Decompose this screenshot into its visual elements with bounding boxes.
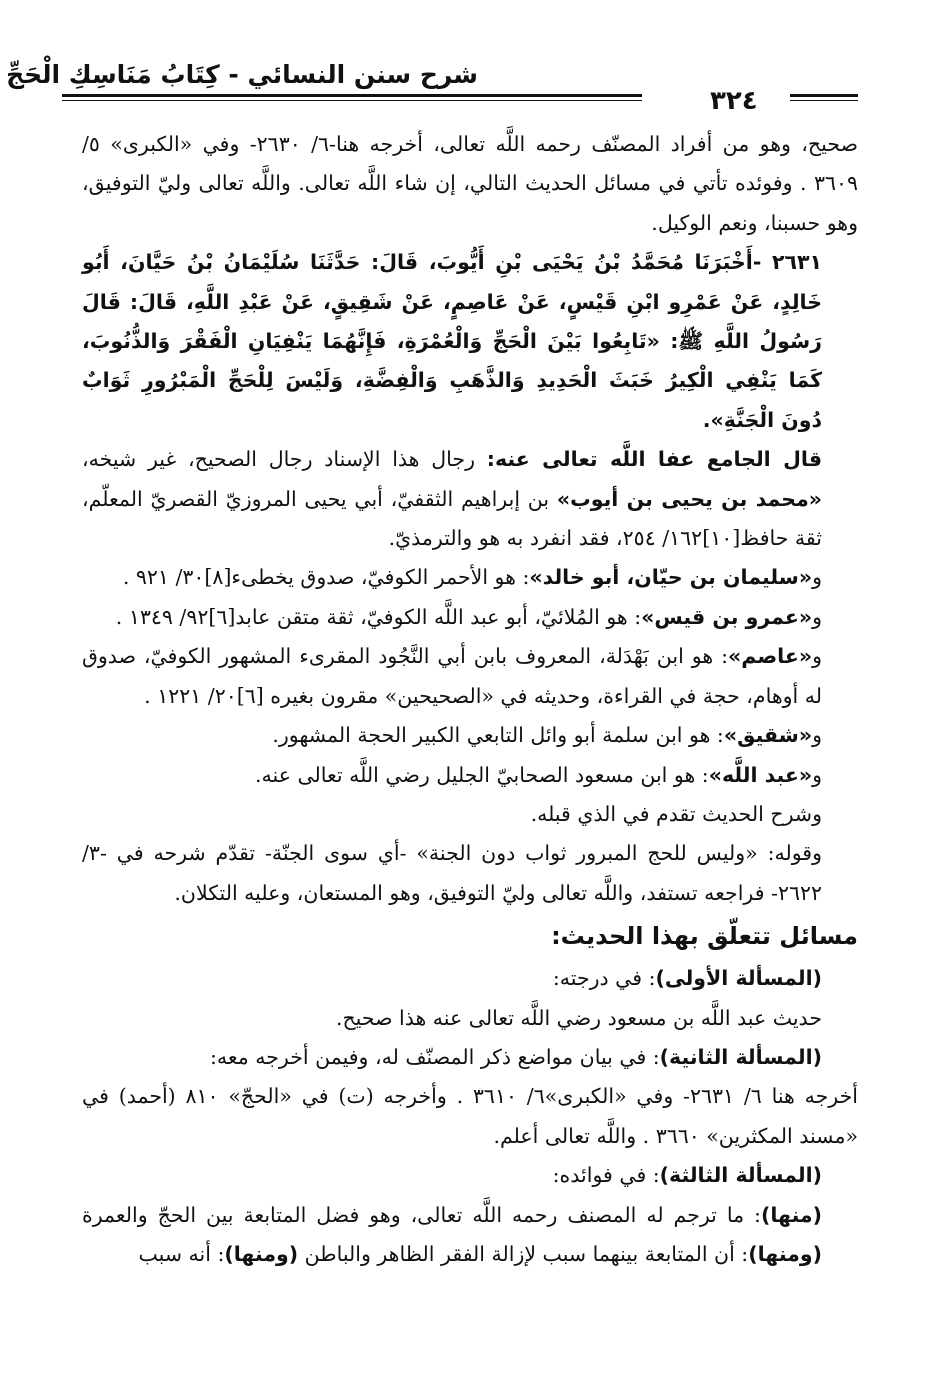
page-header: [6, 60, 858, 116]
benefit-1-label: (منها): [760, 1202, 822, 1227]
narrator-sulayman-text: : هو الأحمر الكوفيّ، صدوق يخطىء[٨]٣٠/ ٩٢١ .: [122, 565, 530, 590]
issue-1-text: : في درجته:: [552, 966, 656, 991]
header-rule-right-thick: [790, 94, 858, 97]
jami-label: قال الجامع عفا اللَّه تعالى عنه:: [486, 447, 823, 472]
issue-1-body: حديث عبد اللَّه بن مسعود رضي اللَّه تعالى عنه هذا صحيح.: [335, 1005, 822, 1030]
issue-3-label: (المسألة الثالثة): [659, 1163, 822, 1188]
narrator-muhammad-text: بن إبراهيم الثقفيّ، أبي يحيى المروزيّ القصريّ المعلّم، ثقة حافظ[١٠]١٦٢/ ٢٥٤، فقد انفرد به هو والترمذيّ.: [82, 486, 822, 551]
issue-2-title: [82, 1038, 858, 1077]
issue-2-body: أخرجه هنا ٦/ ٢٦٣١- وفي «الكبرى»٦/ ٣٦١٠ . وأخرجه (ت) في «الحجّ» ٨١٠ (أحمد) في «مسند المكثرين» ٣٦٦٠ . واللَّه تعالى أعلم.: [82, 1084, 858, 1148]
issue-3-title: [82, 1156, 858, 1195]
jami-text: رجال هذا الإسناد رجال الصحيح، غير شيخه،: [82, 447, 487, 472]
narrator-asim-label: «عاصم»: [728, 644, 813, 669]
issue-1-title: [82, 959, 858, 998]
page-body: [82, 125, 858, 1274]
header-rule-thick: [62, 94, 642, 97]
header-rule-thin: [62, 100, 642, 101]
narrator-sulayman-label: «سليمان بن حيّان، أبو خالد»: [529, 565, 813, 590]
issue-2-label: (المسألة الثانية): [659, 1044, 822, 1069]
narrator-asim-text: : هو ابن بَهْدَلة، المعروف بابن أبي النَّجُود المقرىء المشهور الكوفيّ، صدوق له أوهام، حجة في القراءة، وحديثه في «الصحيحين» مقرون بغيره [٦]٢٠/ ١٢٢١ .: [82, 644, 822, 708]
header-rule-right-thin: [790, 100, 858, 101]
issue-1-label: (المسألة الأولى): [655, 966, 822, 991]
hadith-text: ٢٦٣١ -أَخْبَرَنَا مُحَمَّدُ بْنُ يَحْيَى بْنِ أَيُّوبَ، قَالَ: حَدَّثَنَا سُلَيْمَانُ بْنُ حَيَّانَ، أَبُو خَالِدٍ، عَنْ عَمْرِو ابْنِ قَيْسٍ، عَنْ عَاصِمٍ، عَنْ شَقِيقٍ، عَنْ عَبْدِ اللَّهِ، قَالَ: قَالَ رَسُولُ اللَّهِ ﷺ: «تَابِعُوا بَيْنَ الْحَجِّ وَالْعُمْرَةِ، فَإِنَّهُمَا يَنْفِيَانِ الْفَقْرَ وَالذُّنُوبَ، كَمَا يَنْفِي الْكِيرُ خَبَثَ الْحَدِيدِ وَالذَّهَبِ وَالْفِضَّةِ، وَلَيْسَ لِلْحَجِّ الْمَبْرُورِ ثَوَابٌ دُونَ الْجَنَّةِ».: [82, 250, 822, 432]
narrator-abdullah: [82, 756, 858, 795]
narrator-prefix: و: [812, 604, 822, 629]
narrator-prefix: و: [812, 723, 822, 748]
benefit-3-text: : أنه سبب: [138, 1241, 225, 1266]
narrator-shaqiq: [82, 716, 858, 755]
narrator-shaqiq-label: «شقيق»: [723, 723, 813, 748]
page-number: ٣٢٤: [710, 86, 758, 116]
narrator-amr-text: : هو المُلائيّ، أبو عبد اللَّه الكوفيّ، ثقة متقن عابد[٦]٩٢/ ١٣٤٩ .: [115, 604, 642, 629]
issue-3-benefits: [82, 1196, 858, 1275]
narrator-sulayman: [82, 558, 858, 597]
section-heading: مسائل تتعلّق بهذا الحديث:: [551, 922, 858, 951]
paragraph-sharh: وشرح الحديث تقدم في الذي قبله.: [530, 801, 822, 826]
running-title: شرح سنن النسائي - كِتَابُ مَنَاسِكِ الْحَجِّ: [6, 60, 478, 89]
narrator-shaqiq-text: : هو ابن سلمة أبو وائل التابعي الكبير الحجة المشهور.: [272, 723, 724, 748]
benefit-2-label: (ومنها): [748, 1241, 822, 1266]
narrator-abdullah-label: «عبد اللَّه»: [708, 762, 813, 787]
paragraph-takhrij: صحيح، وهو من أفراد المصنّف رحمه اللَّه تعالى، أخرجه هنا-٦/ ٢٦٣٠- وفي «الكبرى» ٥/ ٣٦٠٩ . وفوئده تأتي في مسائل الحديث التالي، إن شاء اللَّه تعالى. واللَّه تعالى وليّ التوفيق، وهو حسبنا، ونعم الوكيل.: [82, 132, 858, 235]
issue-3-text: : في فوائده:: [552, 1163, 660, 1188]
narrator-prefix: و: [812, 565, 822, 590]
benefit-2-text: : أن المتابعة بينهما سبب لإزالة الفقر الظاهر والباطن: [298, 1241, 749, 1266]
narrator-muhammad-label: «محمد بن يحيى بن أيوب»: [556, 486, 822, 511]
narrator-prefix: و: [812, 762, 822, 787]
issue-2-text: : في بيان مواضع ذكر المصنّف له، وفيمن أخرجه معه:: [209, 1044, 660, 1069]
benefit-1-text: : ما ترجم له المصنف رحمه اللَّه تعالى، وهو فضل المتابعة بين الحجّ والعمرة: [82, 1202, 761, 1227]
paragraph-jami: [82, 440, 858, 558]
narrator-asim: [82, 637, 858, 716]
benefit-3-label: (ومنها): [224, 1241, 299, 1266]
narrator-amr-label: «عمرو بن قيس»: [641, 604, 813, 629]
narrator-prefix: و: [812, 644, 822, 669]
narrator-abdullah-text: : هو ابن مسعود الصحابيّ الجليل رضي اللَّه تعالى عنه.: [255, 762, 709, 787]
paragraph-qawluh: وقوله: «وليس للحج المبرور ثواب دون الجنة» -أي سوى الجنّة- تقدّم شرحه في -٣/ ٢٦٢٢- فراجعه تستفد، واللَّه تعالى وليّ التوفيق، وهو المستعان، وعليه التكلان.: [82, 841, 822, 905]
narrator-amr: [82, 598, 858, 637]
